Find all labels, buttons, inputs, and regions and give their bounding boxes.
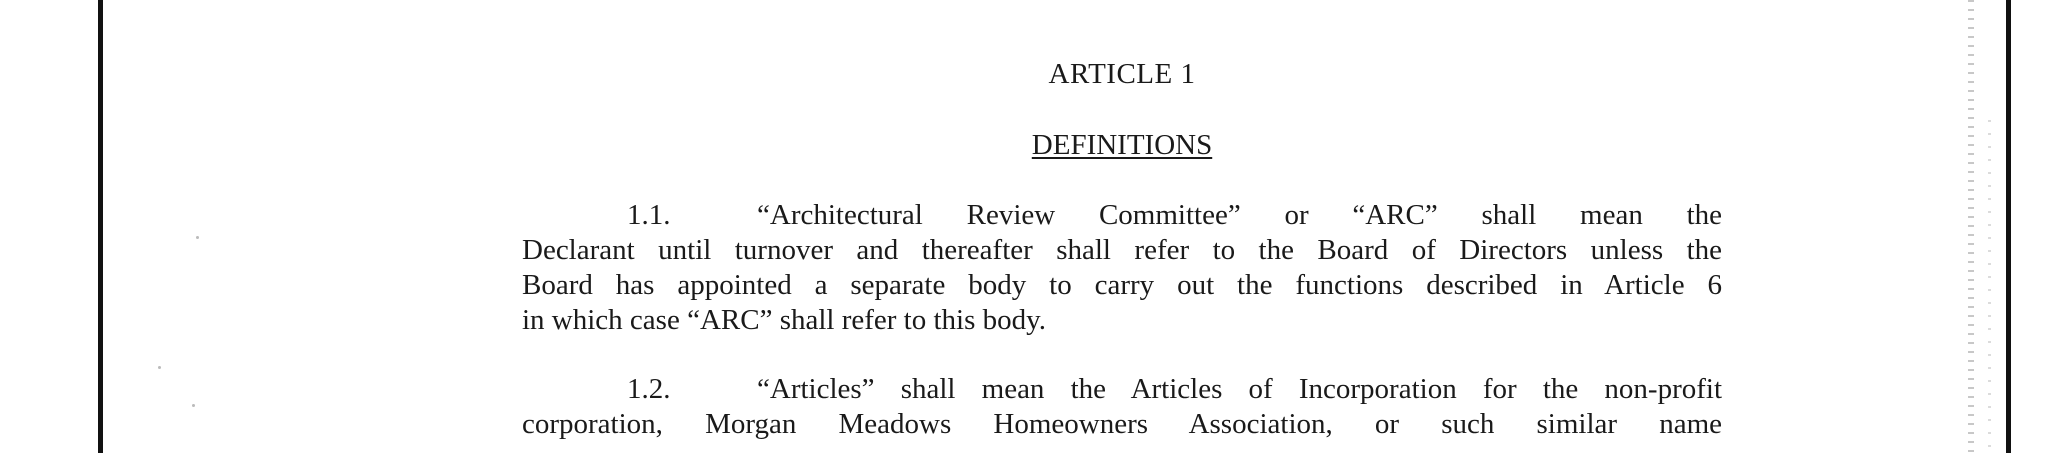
paragraph-line: Declarant until turnover and thereafter shall refer to the Board of Directors unless the xyxy=(522,234,1722,266)
scan-speck xyxy=(192,404,195,407)
scan-artifact-dots xyxy=(1968,0,1974,453)
paragraph-line: Board has appointed a separate body to carry out the functions described in Article 6 xyxy=(522,269,1722,301)
paragraph-text: “Articles” shall mean the Articles of Incorporation for the non-profit xyxy=(757,373,1722,405)
paragraph-line: corporation, Morgan Meadows Homeowners Association, or such similar name xyxy=(522,408,1722,440)
scan-speck xyxy=(196,236,199,239)
paragraph-line xyxy=(522,372,1722,407)
paragraph-1-2 xyxy=(522,372,1722,442)
scan-speck xyxy=(158,366,161,369)
paragraph-text: “Architectural Review Committee” or “ARC” shall mean the xyxy=(757,199,1722,231)
right-page-border xyxy=(2006,0,2011,453)
paragraph-line xyxy=(522,198,1722,233)
paragraph-1-1 xyxy=(522,198,1722,338)
scan-artifact-dots-secondary xyxy=(1988,120,1991,453)
article-heading: ARTICLE 1 xyxy=(1048,58,1196,90)
left-page-border xyxy=(98,0,103,453)
paragraph-number: 1.2. xyxy=(627,373,671,405)
paragraph-line: in which case “ARC” shall refer to this body. xyxy=(522,304,1047,336)
section-heading: DEFINITIONS xyxy=(1031,129,1213,161)
paragraph-number: 1.1. xyxy=(627,199,671,231)
